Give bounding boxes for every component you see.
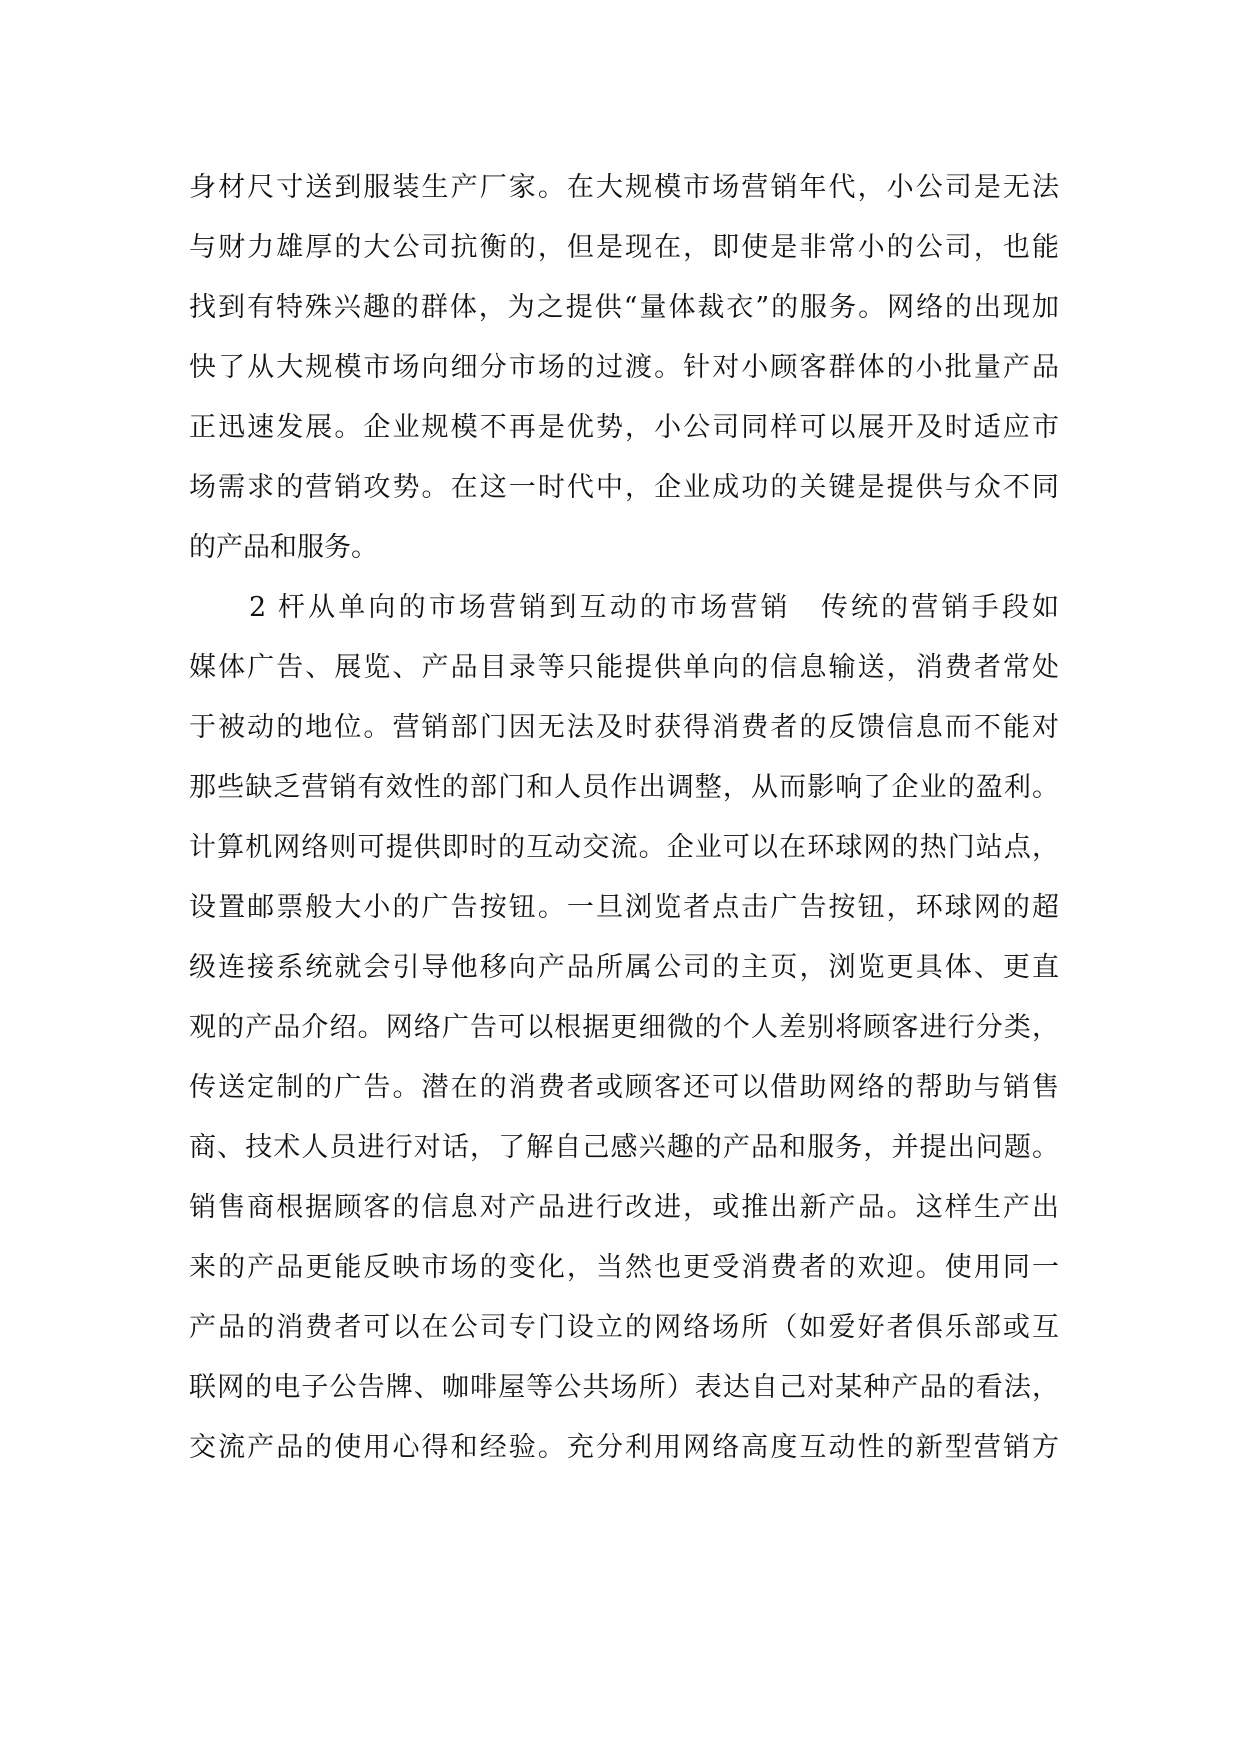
text-line: 销售商根据顾客的信息对产品进行改进，或推出新产品。这样生产出 — [189, 1192, 1059, 1223]
text-line: 的产品和服务。 — [189, 532, 378, 563]
text-line: 媒体广告、展览、产品目录等只能提供单向的信息输送，消费者常处 — [189, 652, 1059, 683]
text-line: 正迅速发展。企业规模不再是优势，小公司同样可以展开及时适应市 — [189, 412, 1059, 443]
text-line: 传送定制的广告。潜在的消费者或顾客还可以借助网络的帮助与销售 — [189, 1072, 1059, 1103]
text-line: 场需求的营销攻势。在这一时代中，企业成功的关键是提供与众不同 — [189, 472, 1059, 503]
section-heading-line: 2 杆从单向的市场营销到互动的市场营销 传统的营销手段如 — [249, 592, 1059, 623]
text-line: 联网的电子公告牌、咖啡屋等公共场所）表达自己对某种产品的看法， — [189, 1372, 1059, 1403]
text-line: 快了从大规模市场向细分市场的过渡。针对小顾客群体的小批量产品 — [189, 352, 1059, 383]
text-line: 那些缺乏营销有效性的部门和人员作出调整，从而影响了企业的盈利。 — [189, 772, 1059, 803]
text-line: 于被动的地位。营销部门因无法及时获得消费者的反馈信息而不能对 — [189, 712, 1059, 743]
text-line: 来的产品更能反映市场的变化，当然也更受消费者的欢迎。使用同一 — [189, 1252, 1059, 1283]
text-line: 观的产品介绍。网络广告可以根据更细微的个人差别将顾客进行分类， — [189, 1012, 1059, 1043]
text-line: 级连接系统就会引导他移向产品所属公司的主页，浏览更具体、更直 — [189, 952, 1059, 983]
body-text — [189, 158, 1059, 1478]
text-line: 找到有特殊兴趣的群体，为之提供“量体裁衣”的服务。网络的出现加 — [189, 292, 1059, 323]
text-line: 商、技术人员进行对话，了解自己感兴趣的产品和服务，并提出问题。 — [189, 1132, 1059, 1163]
text-line: 产品的消费者可以在公司专门设立的网络场所（如爱好者俱乐部或互 — [189, 1312, 1059, 1343]
text-line: 与财力雄厚的大公司抗衡的，但是现在，即使是非常小的公司，也能 — [189, 232, 1059, 263]
text-line: 计算机网络则可提供即时的互动交流。企业可以在环球网的热门站点， — [189, 832, 1059, 863]
text-line: 交流产品的使用心得和经验。充分利用网络高度互动性的新型营销方 — [189, 1432, 1059, 1463]
text-line: 身材尺寸送到服装生产厂家。在大规模市场营销年代，小公司是无法 — [189, 172, 1059, 203]
text-line: 设置邮票般大小的广告按钮。一旦浏览者点击广告按钮，环球网的超 — [189, 892, 1059, 923]
